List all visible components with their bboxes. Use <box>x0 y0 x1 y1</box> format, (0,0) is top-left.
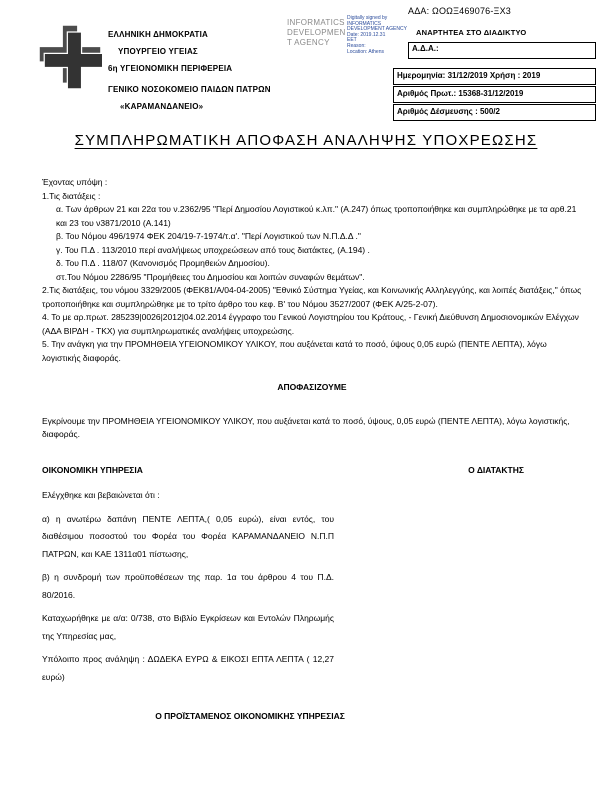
internet-posting-label: ΑΝΑΡΤΗΤΕΑ ΣΤΟ ΔΙΑΔΙΚΤΥΟ <box>416 28 527 37</box>
body-paragraph: γ. Του Π.Δ . 113/2010 περί αναλήψεως υποχρεώσεων από τους διατάκτες, (Α.194) . <box>56 244 370 255</box>
body-paragraph: 4. Το με αρ.πρωτ. 285239|0026|2012|04.02.2014 έγγραφο του Γενικού Λογιστηρίου του Κράτους, - Γενική Διεύθυνση Δημοσιονομικών Ελέγχων (ΑΔΑ ΒΙΡΔΗ - ΤΚΧ) για συμπληρωματικές αναλήψεις υποχρεώσης. <box>42 312 579 336</box>
stamp-line: Digitally signed by <box>347 15 388 21</box>
org-line: 6η ΥΓΕΙΟΝΟΜΙΚΗ ΠΕΡΙΦΕΡΕΙΑ <box>108 64 233 73</box>
decision-text: Εγκρίνουμε την ΠΡΟΜΗΘΕΙΑ ΥΓΕΙΟΝΟΜΙΚΟΥ ΥΛΙΚΟΥ, που αυξάνεται κατά το ποσό, ύψους, 0,05 ευρώ (ΠΕΝΤΕ ΛΕΠΤΑ), λόγω λογιστικής, διαφοράς. <box>42 415 570 439</box>
org-line: ΓΕΝΙΚΟ ΝΟΣΟΚΟΜΕΙΟ ΠΑΙΔΩΝ ΠΑΤΡΩΝ <box>108 85 271 94</box>
stamp-line: DEVELOPMENT AGENCY <box>347 26 407 33</box>
body-paragraph: δ. Του Π.Δ . 118/07 (Κανονισμός Προμηθειών Δημοσίου). <box>56 258 270 268</box>
stamp-line: INFORMATICS <box>347 20 382 27</box>
body-paragraph: 5. Την ανάγκη για την ΠΡΟΜΗΘΕΙΑ ΥΓΕΙΟΝΟΜΙΚΟΥ ΥΛΙΚΟΥ, που αυξάνεται κατά το ποσό, ύψους 0,05 ευρώ (ΠΕΝΤΕ ΛΕΠΤΑ), λόγω λογιστικής διαφοράς. <box>42 339 547 363</box>
financial-service-section <box>42 487 334 686</box>
decision-heading: ΑΠΟΦΑΣΙΖΟΥΜΕ <box>277 382 347 392</box>
commitment-number-box: Αριθμός Δέσμευσης : 500/2 <box>393 104 596 121</box>
head-of-financial-service-signature: Ο ΠΡΟΪΣΤΑΜΕΝΟΣ ΟΙΚΟΝΟΜΙΚΗΣ ΥΠΗΡΕΣΙΑΣ <box>155 711 345 721</box>
org-line: ΕΛΛΗΝΙΚΗ ΔΗΜΟΚΡΑΤΙΑ <box>108 30 208 39</box>
date-box: Ημερομηνία: 31/12/2019 Χρήση : 2019 <box>393 68 596 85</box>
verification-paragraph: Υπόλοιπο προς ανάληψη : ΔΩΔΕΚΑ ΕΥΡΩ & ΕΙΚΟΣΙ ΕΠΤΑ ΛΕΠΤΑ ( 12,27 ευρώ) <box>42 654 334 682</box>
org-header <box>108 26 271 115</box>
org-line: «ΚΑΡΑΜΑΝΔΑΝΕΙΟ» <box>120 102 204 111</box>
stamp-line: EET <box>347 37 357 44</box>
agency-line: DEVELOPMEN <box>287 28 346 37</box>
stamp-line: Date: 2019.12.31 <box>347 31 386 38</box>
agency-line: INFORMATICS <box>287 18 345 27</box>
digital-signature-agency <box>287 18 346 48</box>
protocol-number-box: Αριθμός Πρωτ.: 15368-31/12/2019 <box>393 86 596 103</box>
body-paragraph: Έχοντας υπόψη : <box>42 177 108 187</box>
hospital-cross-logo <box>38 22 102 90</box>
cross-icon <box>38 22 102 90</box>
financial-service-heading: ΟΙΚΟΝΟΜΙΚΗ ΥΠΗΡΕΣΙΑ <box>42 464 143 475</box>
body-paragraph: 2.Τις διατάξεις, του νόμου 3329/2005 (ΦΕΚ81/Α/04-04-2005) "Εθνικό Σύστημα Υγείας, και Κοινωνικής Αλληλεγγύης, και λοιπές διατάξεις," όπως τροποποιήθηκε και συμπληρώθηκε με το τρίτο άρθρο του κεφ. Β' του Νόμου 3527/2007 (ΦΕΚ Α/25-2-07). <box>42 285 582 309</box>
body-paragraph: α. Των άρθρων 21 και 22α του ν.2362/95 "Περί Δημοσίου Λογιστικού κ.λπ." (Α.247) όπως τροποποιήθηκε και συμπληρώθηκε με τα αρθ.21 και 23 του ν3871/2010 (Α.141) <box>56 204 577 228</box>
org-line: ΥΠΟΥΡΓΕΙΟ ΥΓΕΙΑΣ <box>118 47 198 56</box>
digital-signature-stamp <box>347 16 407 55</box>
body-paragraph: β. Του Νόμου 496/1974 ΦΕΚ 204/19-7-1974/τ.α'. "Περί Λογιστικού των Ν.Π.Δ.Δ ." <box>56 231 361 241</box>
body-paragraph: στ.Του Νόμου 2286/95 "Προμήθειες του Δημοσίου και λοιπών συναφών θεμάτων". <box>56 271 365 282</box>
stamp-line: Location: Athens <box>347 48 384 55</box>
verification-paragraph: α) η ανωτέρω δαπάνη ΠΕΝΤΕ ΛΕΠΤΑ,( 0,05 ευρώ), είναι εντός, του διαθέσιμου ποσοστού του Φορέα του Φορέα ΚΑΡΑΜΑΝΔΑΝΕΙΟ Ν.Π.Π ΠΑΤΡΩΝ, και ΚΑΕ 1311α01 πίστωσης, <box>42 513 334 559</box>
document-title: ΣΥΜΠΛΗΡΩΜΑΤΙΚΗ ΑΠΟΦΑΣΗ ΑΝΑΛΗΨΗΣ ΥΠΟΧΡΕΩΣΗΣ <box>74 132 538 149</box>
ada-box: Α.Δ.Α.: <box>408 42 596 59</box>
verification-paragraph: Ελέγχθηκε και βεβαιώνεται ότι : <box>42 490 160 500</box>
section-headings-row <box>42 464 582 478</box>
ada-number: ΑΔΑ: ΩΟΩΞ469076-ΞΧ3 <box>408 6 512 16</box>
agency-line: T AGENCY <box>287 38 330 47</box>
verification-paragraph: Καταχωρήθηκε με α/α: 0/738, στο Βιβλίο Εγκρίσεων και Εντολών Πληρωμής της Υπηρεσίας μας, <box>42 613 334 641</box>
body-paragraph: 1.Τις διατάξεις : <box>42 190 101 201</box>
verification-paragraph: β) η συνδρομή των προϋποθέσεων της παρ. 1α του άρθρου 4 του Π.Δ. 80/2016. <box>42 572 334 600</box>
document-body <box>42 176 582 724</box>
authorizing-officer-heading: Ο ΔΙΑΤΑΚΤΗΣ <box>468 464 524 475</box>
stamp-line: Reason: <box>347 42 366 49</box>
